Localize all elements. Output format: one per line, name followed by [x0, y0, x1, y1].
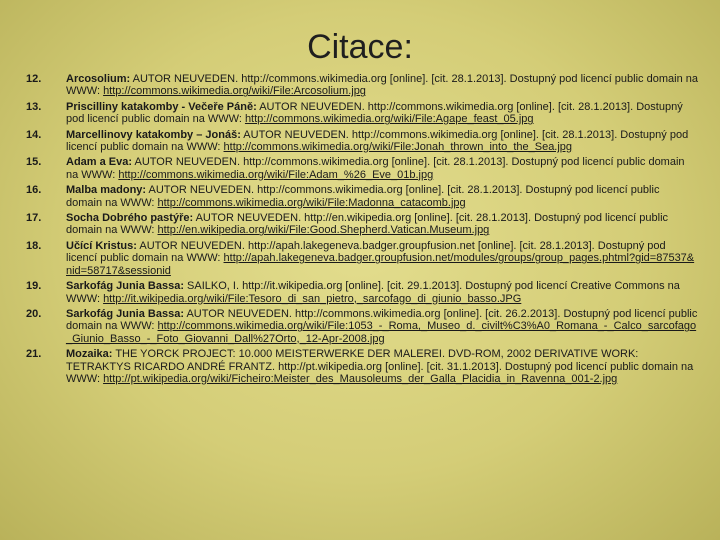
- citation-link[interactable]: http://it.wikipedia.org/wiki/File:Tesoro_di_san_pietro,_sarcofago_di_giunio_basso.JPG: [103, 292, 522, 305]
- citation-text: AUTOR NEUVEDEN. http://commons.wikimedia.org [online]. [cit. 28.1.2013]. Dostupný pod licencí public domain na WWW:: [66, 73, 698, 98]
- citation-name: Marcellinovy katakomby – Jonáš:: [66, 128, 241, 141]
- citation-number: 14.: [26, 128, 42, 141]
- citation-name: Mozaika:: [66, 348, 113, 361]
- citation-text: THE YORCK PROJECT: 10.000 MEISTERWERKE DER MALEREI. DVD-ROM, 2002 DERIVATIVE WORK: TETRAKTYS RICARDO ANDRÉ FRANTZ. http://pt.wikipedia.org [online]. [cit. 31.1.2013]. Dostupný pod licencí public domain na WWW:: [66, 348, 694, 385]
- citation-number: 15.: [26, 156, 42, 169]
- citation-link[interactable]: http://commons.wikimedia.org/wiki/File:Madonna_catacomb.jpg: [157, 196, 466, 209]
- citation-link[interactable]: http://commons.wikimedia.org/wiki/File:1053_-_Roma,_Museo_d._civilt%C3%A0_Romana_-_Calco_sarcofago_Giunio_Basso_-_Foto_Giovanni_Dall%27Orto,_12-Apr-2008.jpg: [66, 320, 697, 345]
- citation-item: [26, 101, 698, 126]
- citation-link[interactable]: http://commons.wikimedia.org/wiki/File:Jonah_thrown_into_the_Sea.jpg: [223, 141, 573, 154]
- citation-item: [26, 212, 698, 237]
- citation-list: [26, 73, 698, 385]
- citation-link[interactable]: http://en.wikipedia.org/wiki/File:Good.Shepherd.Vatican.Museum.jpg: [157, 224, 490, 237]
- citation-item: [26, 240, 698, 277]
- citation-text: AUTOR NEUVEDEN. http://apah.lakegeneva.badger.groupfusion.net [online]. [cit. 28.1.2013]. Dostupný pod licencí public domain na WWW:: [66, 239, 666, 265]
- citation-link[interactable]: http://commons.wikimedia.org/wiki/File:Arcosolium.jpg: [103, 85, 366, 98]
- citation-link[interactable]: http://apah.lakegeneva.badger.groupfusion.net/modules/groups/group_pages.phtml?gid=87537&nid=58717&sessionid: [66, 252, 695, 277]
- citation-name: Socha Dobrého pastýře:: [66, 212, 194, 225]
- citation-text: AUTOR NEUVEDEN. http://commons.wikimedia.org [online]. [cit. 26.2.2013]. Dostupný pod licencí public domain na WWW:: [66, 307, 698, 333]
- citation-text: AUTOR NEUVEDEN. http://commons.wikimedia.org [online]. [cit. 28.1.2013]. Dostupný pod licencí public domain na WWW:: [66, 128, 689, 154]
- citation-name: Sarkofág Junia Bassa:: [66, 307, 184, 320]
- citation-name: Priscilliny katakomby - Večeře Páně:: [66, 100, 257, 113]
- citation-number: 21.: [26, 348, 42, 361]
- citation-number: 17.: [26, 212, 42, 225]
- citation-name: Sarkofág Junia Bassa:: [66, 280, 184, 293]
- citation-item: [26, 129, 698, 154]
- citation-item: [26, 280, 698, 305]
- citation-link[interactable]: http://commons.wikimedia.org/wiki/File:Agape_feast_05.jpg: [244, 113, 534, 126]
- citation-item: [26, 348, 698, 385]
- slide-title: Citace:: [307, 28, 413, 66]
- citation-link[interactable]: http://commons.wikimedia.org/wiki/File:Adam_%26_Eve_01b.jpg: [118, 168, 434, 181]
- citation-text: AUTOR NEUVEDEN. http://commons.wikimedia.org [online]. [cit. 28.1.2013]. Dostupný pod licencí public domain na WWW:: [66, 156, 685, 181]
- citation-item: [26, 184, 698, 209]
- citation-item: [26, 156, 698, 181]
- citation-text: AUTOR NEUVEDEN. http://en.wikipedia.org [online]. [cit. 28.1.2013]. Dostupný pod licencí public domain na WWW:: [66, 212, 669, 237]
- citation-number: 16.: [26, 184, 42, 197]
- citation-name: Malba madony:: [66, 184, 147, 197]
- citation-name: Arcosolium:: [66, 73, 131, 85]
- citation-name: Adam a Eva:: [66, 156, 133, 169]
- citation-text: AUTOR NEUVEDEN. http://commons.wikimedia.org [online]. [cit. 28.1.2013]. Dostupný pod licencí public domain na WWW:: [66, 184, 660, 209]
- citation-text: AUTOR NEUVEDEN. http://commons.wikimedia.org [online]. [cit. 28.1.2013]. Dostupný pod licencí public domain na WWW:: [66, 100, 683, 126]
- citation-number: 19.: [26, 280, 42, 293]
- citation-link[interactable]: http://pt.wikipedia.org/wiki/Ficheiro:Meister_des_Mausoleums_der_Galla_Placidia_in_Ravenna_001-2.jpg: [103, 372, 618, 385]
- citation-number: 12.: [26, 73, 42, 85]
- citation-number: 20.: [26, 307, 42, 320]
- citation-item: [26, 73, 698, 98]
- citation-text: SAILKO, I. http://it.wikipedia.org [online]. [cit. 29.1.2013]. Dostupný pod licencí Creative Commons na WWW:: [66, 280, 680, 305]
- citation-item: [26, 308, 698, 345]
- citation-number: 13.: [26, 100, 42, 113]
- citation-number: 18.: [26, 239, 42, 252]
- citation-name: Učící Kristus:: [66, 239, 137, 252]
